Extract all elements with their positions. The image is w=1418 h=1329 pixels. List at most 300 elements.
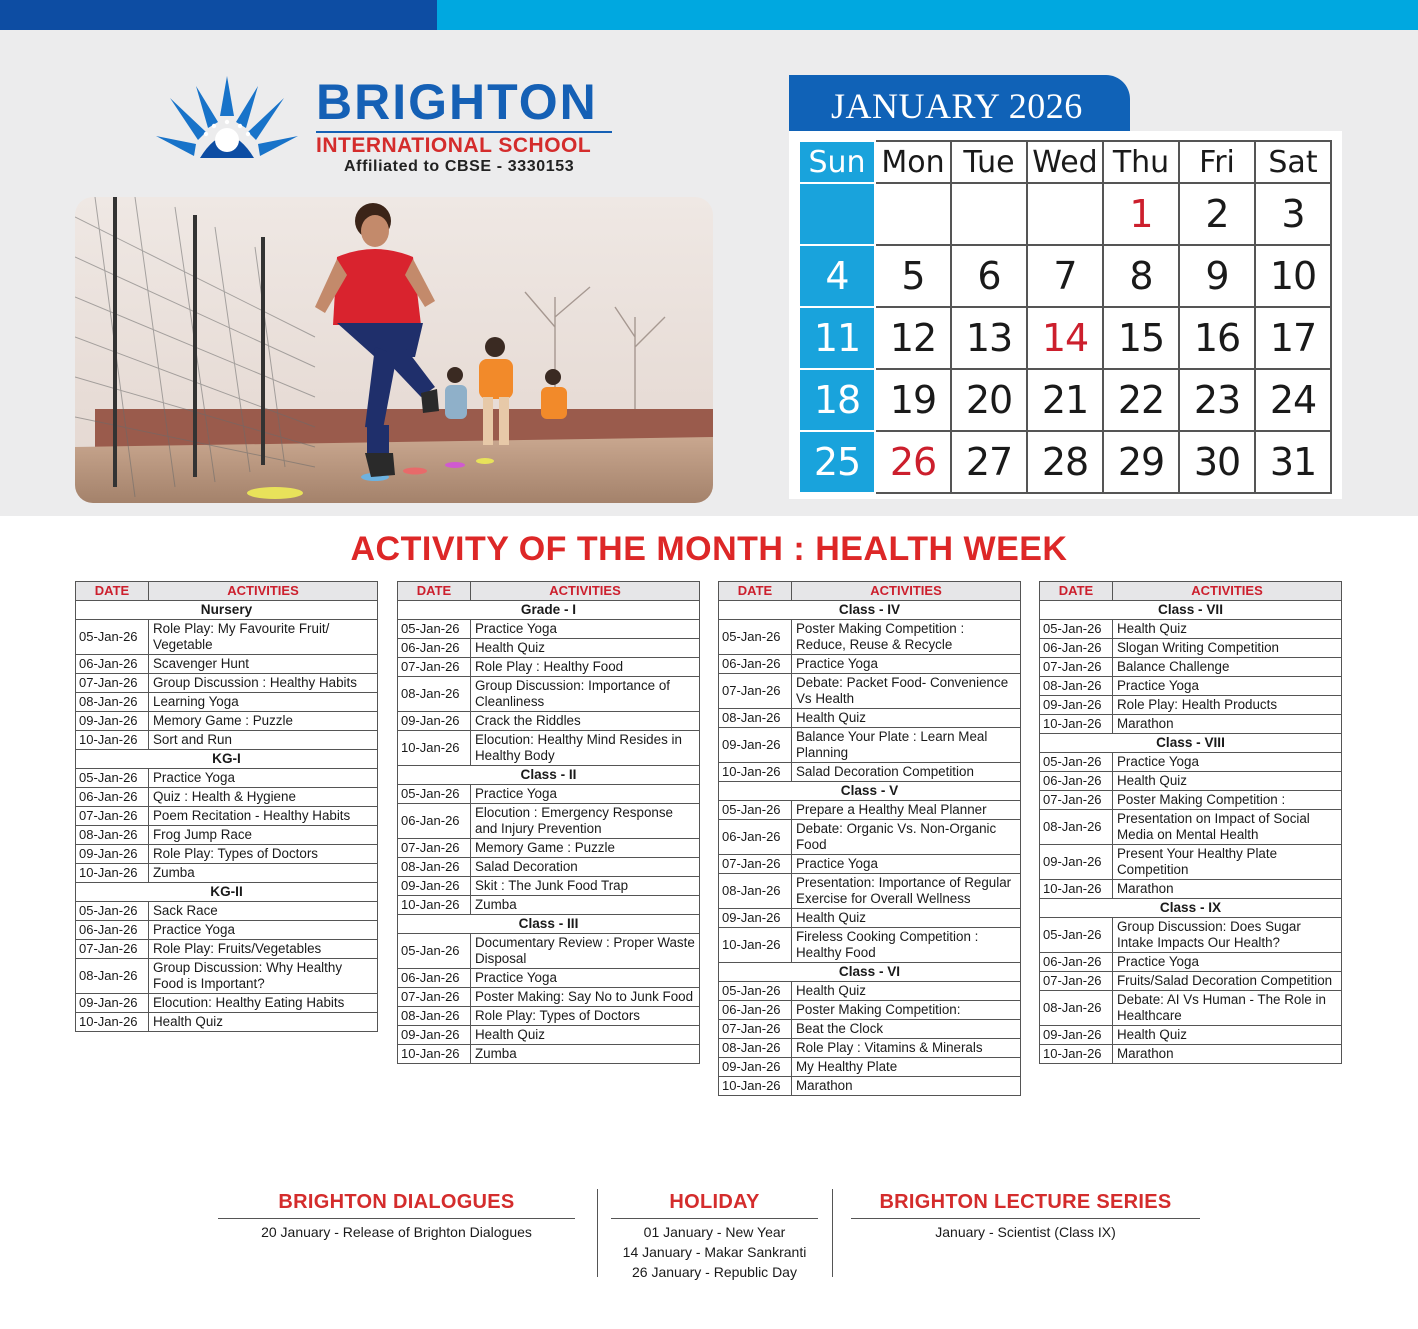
table-row: [398, 858, 700, 877]
calendar-day-cell: 11: [799, 307, 875, 369]
activity-name: Scavenger Hunt: [149, 655, 378, 674]
activity-date: 10-Jan-26: [76, 731, 149, 750]
activity-name: Slogan Writing Competition: [1113, 639, 1342, 658]
calendar-day-cell: 7: [1027, 245, 1103, 307]
activity-name: Health Quiz: [792, 709, 1021, 728]
calendar-day-cell: 22: [1103, 369, 1179, 431]
activity-date: 07-Jan-26: [1040, 972, 1113, 991]
activity-name: Role Play : Healthy Food: [471, 658, 700, 677]
calendar-day-cell: 8: [1103, 245, 1179, 307]
activity-date: 08-Jan-26: [719, 874, 792, 909]
activity-date: 10-Jan-26: [1040, 880, 1113, 899]
holiday-item: 26 January - Republic Day: [632, 1264, 797, 1280]
activity-name: Practice Yoga: [471, 620, 700, 639]
calendar-day-cell: [951, 183, 1027, 245]
calendar-day-cell: 6: [951, 245, 1027, 307]
activity-date: 05-Jan-26: [398, 934, 471, 969]
school-name: BRIGHTON: [316, 74, 598, 130]
activity-name: Health Quiz: [471, 639, 700, 658]
activity-name: Debate: Organic Vs. Non-Organic Food: [792, 820, 1021, 855]
star-crown-icon: [156, 74, 298, 162]
activity-name: Elocution : Emergency Response and Injury Prevention: [471, 804, 700, 839]
activity-date: 07-Jan-26: [398, 658, 471, 677]
activity-name: Health Quiz: [471, 1026, 700, 1045]
table-row: [76, 994, 378, 1013]
calendar-week-row: [799, 245, 1331, 307]
calendar-week-row: [799, 307, 1331, 369]
activity-name: Practice Yoga: [792, 855, 1021, 874]
activity-name: Group Discussion: Why Healthy Food is Important?: [149, 959, 378, 994]
activity-name: Balance Your Plate : Learn Meal Planning: [792, 728, 1021, 763]
activity-name: Health Quiz: [149, 1013, 378, 1032]
table-row: [398, 969, 700, 988]
activity-name: Sort and Run: [149, 731, 378, 750]
table-row: [719, 820, 1021, 855]
calendar-day-cell: 5: [875, 245, 951, 307]
table-row: [76, 1013, 378, 1032]
activity-date: 05-Jan-26: [719, 801, 792, 820]
activity-date: 05-Jan-26: [719, 982, 792, 1001]
table-row: [1040, 991, 1342, 1026]
calendar-day-cell: 1: [1103, 183, 1179, 245]
activity-date: 08-Jan-26: [76, 959, 149, 994]
class-group-name: Class - VI: [719, 963, 1021, 982]
table-row: [76, 864, 378, 883]
dialogues-rule: [218, 1218, 575, 1219]
activity-name: Group Discussion: Importance of Cleanliness: [471, 677, 700, 712]
table-row: [719, 709, 1021, 728]
table-row: [719, 1039, 1021, 1058]
activity-name: Learning Yoga: [149, 693, 378, 712]
activity-date: 10-Jan-26: [398, 731, 471, 766]
activity-name: Practice Yoga: [149, 921, 378, 940]
table-row: [719, 928, 1021, 963]
activity-date: 07-Jan-26: [719, 1020, 792, 1039]
calendar-day-cell: 14: [1027, 307, 1103, 369]
activity-date: 08-Jan-26: [1040, 991, 1113, 1026]
table-row: [76, 940, 378, 959]
calendar-day-cell: 25: [799, 431, 875, 493]
activity-name: Sack Race: [149, 902, 378, 921]
class-group-name: Class - II: [398, 766, 700, 785]
activity-date: 10-Jan-26: [76, 1013, 149, 1032]
calendar-day-cell: 9: [1179, 245, 1255, 307]
calendar-day-cell: 10: [1255, 245, 1331, 307]
table-row: [1040, 715, 1342, 734]
class-group-row: [398, 766, 700, 785]
calendar-day-cell: [799, 183, 875, 245]
brighton-dialogues-section: [218, 1190, 575, 1242]
table-row: [76, 674, 378, 693]
date-header: DATE: [719, 582, 792, 601]
class-group-row: [76, 601, 378, 620]
activity-date: 09-Jan-26: [1040, 845, 1113, 880]
calendar-weekday-row: [799, 141, 1331, 183]
activity-name: Practice Yoga: [792, 655, 1021, 674]
activity-date: 10-Jan-26: [398, 1045, 471, 1064]
activity-date: 05-Jan-26: [76, 769, 149, 788]
activity-name: Presentation: Importance of Regular Exercise for Overall Wellness: [792, 874, 1021, 909]
calendar-week-row: [799, 183, 1331, 245]
class-group-row: [1040, 734, 1342, 753]
activity-date: 07-Jan-26: [76, 940, 149, 959]
calendar-day-cell: [875, 183, 951, 245]
activity-date: 09-Jan-26: [76, 712, 149, 731]
table-row: [398, 1045, 700, 1064]
calendar-day-cell: 20: [951, 369, 1027, 431]
table-row: [1040, 953, 1342, 972]
class-group-row: [719, 963, 1021, 982]
table-row: [76, 826, 378, 845]
date-header: DATE: [1040, 582, 1113, 601]
table-row: [719, 1020, 1021, 1039]
table-row: [719, 1001, 1021, 1020]
table-row: [1040, 658, 1342, 677]
table-row: [398, 1026, 700, 1045]
activity-date: 10-Jan-26: [398, 896, 471, 915]
top-bar-light: [437, 0, 1418, 30]
activity-name: Health Quiz: [1113, 620, 1342, 639]
class-group-row: [719, 601, 1021, 620]
class-group-row: [1040, 601, 1342, 620]
school-subtitle: INTERNATIONAL SCHOOL: [316, 134, 592, 157]
activity-name: Debate: Packet Food- Convenience Vs Health: [792, 674, 1021, 709]
activity-name: Documentary Review : Proper Waste Disposal: [471, 934, 700, 969]
activity-name: Present Your Healthy Plate Competition: [1113, 845, 1342, 880]
table-row: [1040, 1045, 1342, 1064]
class-group-name: Class - VII: [1040, 601, 1342, 620]
activity-date: 05-Jan-26: [76, 620, 149, 655]
activity-date: 10-Jan-26: [719, 763, 792, 782]
table-row: [398, 785, 700, 804]
activity-name: Presentation on Impact of Social Media on Mental Health: [1113, 810, 1342, 845]
activity-name: Zumba: [471, 896, 700, 915]
calendar-day-cell: 23: [1179, 369, 1255, 431]
table-row: [719, 855, 1021, 874]
activity-name: Role Play: Types of Doctors: [149, 845, 378, 864]
activity-date: 08-Jan-26: [76, 693, 149, 712]
activity-date: 08-Jan-26: [76, 826, 149, 845]
table-row: [719, 982, 1021, 1001]
holiday-title: HOLIDAY: [669, 1191, 760, 1213]
class-group-name: Nursery: [76, 601, 378, 620]
table-header-row: [398, 582, 700, 601]
activity-name: Salad Decoration: [471, 858, 700, 877]
table-row: [719, 801, 1021, 820]
calendar-day-cell: 3: [1255, 183, 1331, 245]
activity-date: 07-Jan-26: [719, 855, 792, 874]
activity-column-3: [718, 581, 1021, 1096]
activity-name: Fruits/Salad Decoration Competition: [1113, 972, 1342, 991]
activity-name: Practice Yoga: [1113, 953, 1342, 972]
activity-name: Quiz : Health & Hygiene: [149, 788, 378, 807]
calendar-day-cell: 2: [1179, 183, 1255, 245]
logo-rule: [316, 131, 612, 133]
activity-column-4: [1039, 581, 1342, 1064]
activity-name: Group Discussion: Does Sugar Intake Impacts Our Health?: [1113, 918, 1342, 953]
table-row: [76, 902, 378, 921]
activity-date: 05-Jan-26: [1040, 753, 1113, 772]
activity-date: 10-Jan-26: [719, 928, 792, 963]
table-row: [719, 674, 1021, 709]
activity-name: Role Play : Vitamins & Minerals: [792, 1039, 1021, 1058]
activity-name: Role Play: Fruits/Vegetables: [149, 940, 378, 959]
activity-name: Debate: AI Vs Human - The Role in Healthcare: [1113, 991, 1342, 1026]
calendar-day-cell: 16: [1179, 307, 1255, 369]
activity-date: 09-Jan-26: [719, 1058, 792, 1077]
activity-date: 05-Jan-26: [1040, 918, 1113, 953]
activity-date: 07-Jan-26: [76, 807, 149, 826]
activity-date: 07-Jan-26: [76, 674, 149, 693]
lecture-series-section: [851, 1190, 1200, 1242]
activity-date: 05-Jan-26: [1040, 620, 1113, 639]
activity-date: 08-Jan-26: [719, 1039, 792, 1058]
table-row: [1040, 845, 1342, 880]
activity-date: 06-Jan-26: [719, 1001, 792, 1020]
class-group-row: [398, 601, 700, 620]
holiday-item: 01 January - New Year: [643, 1224, 786, 1240]
activity-date: 10-Jan-26: [1040, 1045, 1113, 1064]
activity-date: 06-Jan-26: [1040, 953, 1113, 972]
dialogues-title: BRIGHTON DIALOGUES: [278, 1191, 515, 1213]
table-row: [1040, 918, 1342, 953]
table-row: [1040, 810, 1342, 845]
table-row: [1040, 677, 1342, 696]
weekday-label: Sat: [1255, 141, 1331, 183]
activity-name: My Healthy Plate: [792, 1058, 1021, 1077]
class-group-name: Class - IV: [719, 601, 1021, 620]
activity-date: 07-Jan-26: [398, 988, 471, 1007]
table-row: [1040, 753, 1342, 772]
table-row: [398, 839, 700, 858]
date-header: DATE: [398, 582, 471, 601]
activity-date: 09-Jan-26: [719, 909, 792, 928]
class-group-row: [398, 915, 700, 934]
school-logo: [156, 74, 626, 184]
table-row: [76, 731, 378, 750]
activity-date: 05-Jan-26: [719, 620, 792, 655]
table-row: [1040, 639, 1342, 658]
activity-name: Health Quiz: [1113, 772, 1342, 791]
activity-date: 06-Jan-26: [76, 655, 149, 674]
table-row: [398, 988, 700, 1007]
table-row: [76, 693, 378, 712]
activity-table: [1039, 581, 1342, 1064]
class-group-row: [76, 750, 378, 769]
activity-name: Poster Making: Say No to Junk Food: [471, 988, 700, 1007]
weekday-label: Thu: [1103, 141, 1179, 183]
table-row: [1040, 1026, 1342, 1045]
activity-name: Memory Game : Puzzle: [149, 712, 378, 731]
activity-table: [75, 581, 378, 1032]
activity-date: 10-Jan-26: [76, 864, 149, 883]
activity-date: 07-Jan-26: [1040, 658, 1113, 677]
activity-name: Practice Yoga: [471, 785, 700, 804]
calendar-day-cell: 31: [1255, 431, 1331, 493]
activity-name: Memory Game : Puzzle: [471, 839, 700, 858]
activity-date: 08-Jan-26: [398, 677, 471, 712]
activity-name: Zumba: [149, 864, 378, 883]
activity-photo: [75, 197, 713, 503]
class-group-name: Grade - I: [398, 601, 700, 620]
table-row: [719, 909, 1021, 928]
footer-divider: [832, 1189, 833, 1277]
calendar-week-row: [799, 431, 1331, 493]
activity-name: Prepare a Healthy Meal Planner: [792, 801, 1021, 820]
class-group-row: [1040, 899, 1342, 918]
table-row: [398, 934, 700, 969]
activity-name: Marathon: [792, 1077, 1021, 1096]
table-row: [76, 769, 378, 788]
table-row: [398, 712, 700, 731]
weekday-label: Tue: [951, 141, 1027, 183]
activity-date: 06-Jan-26: [76, 921, 149, 940]
table-row: [719, 728, 1021, 763]
activity-name: Marathon: [1113, 715, 1342, 734]
calendar-day-cell: 28: [1027, 431, 1103, 493]
activities-header: ACTIVITIES: [471, 582, 700, 601]
dialogues-item: 20 January - Release of Brighton Dialogues: [261, 1224, 532, 1240]
lecture-title: BRIGHTON LECTURE SERIES: [879, 1191, 1172, 1213]
activity-name: Poem Recitation - Healthy Habits: [149, 807, 378, 826]
class-group-name: Class - IX: [1040, 899, 1342, 918]
class-group-row: [76, 883, 378, 902]
table-row: [398, 620, 700, 639]
table-row: [1040, 972, 1342, 991]
calendar-day-cell: 24: [1255, 369, 1331, 431]
class-group-name: Class - VIII: [1040, 734, 1342, 753]
lecture-item: January - Scientist (Class IX): [935, 1224, 1116, 1240]
activities-header: ACTIVITIES: [149, 582, 378, 601]
calendar-grid: [798, 140, 1332, 494]
activity-date: 08-Jan-26: [398, 1007, 471, 1026]
table-header-row: [1040, 582, 1342, 601]
activity-date: 06-Jan-26: [398, 639, 471, 658]
activity-name: Role Play: Types of Doctors: [471, 1007, 700, 1026]
calendar-day-cell: [1027, 183, 1103, 245]
weekday-label: Fri: [1179, 141, 1255, 183]
activity-name: Zumba: [471, 1045, 700, 1064]
activity-date: 08-Jan-26: [398, 858, 471, 877]
holiday-item: 14 January - Makar Sankranti: [622, 1244, 807, 1260]
activity-date: 05-Jan-26: [76, 902, 149, 921]
table-row: [1040, 620, 1342, 639]
activity-date: 06-Jan-26: [76, 788, 149, 807]
activity-name: Practice Yoga: [1113, 677, 1342, 696]
activity-name: Elocution: Healthy Eating Habits: [149, 994, 378, 1013]
weekday-label: Wed: [1027, 141, 1103, 183]
activity-date: 05-Jan-26: [398, 620, 471, 639]
holiday-section: [611, 1190, 818, 1282]
activity-name: Salad Decoration Competition: [792, 763, 1021, 782]
calendar-day-cell: 13: [951, 307, 1027, 369]
activities-header: ACTIVITIES: [1113, 582, 1342, 601]
calendar-day-cell: 21: [1027, 369, 1103, 431]
activity-column-2: [397, 581, 700, 1064]
activity-name: Balance Challenge: [1113, 658, 1342, 677]
activity-name: Poster Making Competition :: [1113, 791, 1342, 810]
calendar-day-cell: 18: [799, 369, 875, 431]
activity-name: Role Play: My Favourite Fruit/ Vegetable: [149, 620, 378, 655]
lecture-rule: [851, 1218, 1200, 1219]
school-affiliation: Affiliated to CBSE - 3330153: [344, 158, 575, 175]
calendar-day-cell: 26: [875, 431, 951, 493]
table-row: [76, 845, 378, 864]
activity-name: Health Quiz: [792, 982, 1021, 1001]
activity-date: 08-Jan-26: [1040, 677, 1113, 696]
calendar-day-cell: 12: [875, 307, 951, 369]
activity-date: 07-Jan-26: [1040, 791, 1113, 810]
activity-date: 09-Jan-26: [76, 994, 149, 1013]
activity-name: Skit : The Junk Food Trap: [471, 877, 700, 896]
activity-name: Health Quiz: [792, 909, 1021, 928]
date-header: DATE: [76, 582, 149, 601]
activity-date: 08-Jan-26: [1040, 810, 1113, 845]
activity-name: Poster Making Competition : Reduce, Reuse & Recycle: [792, 620, 1021, 655]
activity-date: 08-Jan-26: [719, 709, 792, 728]
table-row: [719, 874, 1021, 909]
table-row: [1040, 696, 1342, 715]
activity-name: Frog Jump Race: [149, 826, 378, 845]
activity-table: [397, 581, 700, 1064]
activity-name: Elocution: Healthy Mind Resides in Healthy Body: [471, 731, 700, 766]
activity-date: 06-Jan-26: [719, 820, 792, 855]
table-row: [398, 677, 700, 712]
activity-name: Practice Yoga: [149, 769, 378, 788]
table-header-row: [719, 582, 1021, 601]
activity-date: 09-Jan-26: [76, 845, 149, 864]
table-row: [76, 807, 378, 826]
table-row: [1040, 772, 1342, 791]
table-row: [1040, 791, 1342, 810]
calendar-day-cell: 29: [1103, 431, 1179, 493]
activity-date: 10-Jan-26: [1040, 715, 1113, 734]
activity-date: 10-Jan-26: [719, 1077, 792, 1096]
calendar-day-cell: 19: [875, 369, 951, 431]
activity-date: 06-Jan-26: [719, 655, 792, 674]
activity-name: Health Quiz: [1113, 1026, 1342, 1045]
table-row: [398, 658, 700, 677]
table-row: [719, 1058, 1021, 1077]
activity-date: 09-Jan-26: [398, 877, 471, 896]
weekday-label: Sun: [799, 141, 875, 183]
activity-date: 09-Jan-26: [719, 728, 792, 763]
table-row: [398, 804, 700, 839]
activity-name: Group Discussion : Healthy Habits: [149, 674, 378, 693]
table-row: [76, 712, 378, 731]
activity-name: Marathon: [1113, 1045, 1342, 1064]
table-row: [398, 896, 700, 915]
table-row: [719, 620, 1021, 655]
calendar-day-cell: 17: [1255, 307, 1331, 369]
activity-date: 06-Jan-26: [1040, 772, 1113, 791]
activity-date: 09-Jan-26: [1040, 1026, 1113, 1045]
activities-header: ACTIVITIES: [792, 582, 1021, 601]
activity-title: ACTIVITY OF THE MONTH : HEALTH WEEK: [350, 530, 1068, 568]
calendar-day-cell: 30: [1179, 431, 1255, 493]
activity-date: 06-Jan-26: [398, 969, 471, 988]
table-row: [719, 763, 1021, 782]
activity-date: 07-Jan-26: [719, 674, 792, 709]
table-row: [398, 639, 700, 658]
activity-date: 09-Jan-26: [398, 1026, 471, 1045]
table-row: [76, 959, 378, 994]
activity-name: Marathon: [1113, 880, 1342, 899]
activity-name: Poster Making Competition:: [792, 1001, 1021, 1020]
class-group-row: [719, 782, 1021, 801]
calendar-day-cell: 27: [951, 431, 1027, 493]
activity-name: Practice Yoga: [1113, 753, 1342, 772]
